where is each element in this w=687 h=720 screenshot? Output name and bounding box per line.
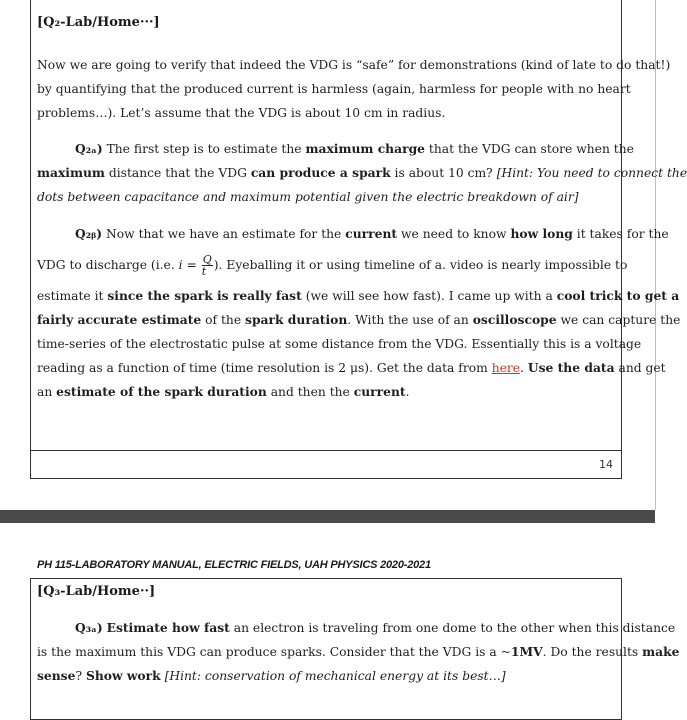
q2b-label: Q₂ᵦ) (75, 226, 103, 241)
data-link[interactable]: here (491, 361, 521, 375)
question-q3a: Q₃ₐ) Estimate how fast an electron is traveling from one dome to the other when this distance is the maximum this VDG can produce sparks. Consider that the VDG is a ~1MV. Do the results make sense? Show work [Hint: conservation of mechanical energy at its best…] (37, 620, 680, 683)
page-footer (30, 450, 622, 479)
fraction-q-over-t: $\frac{Q}{t}$ (201, 252, 212, 278)
page-15 (0, 523, 680, 710)
page-separator (0, 510, 655, 523)
question-q2b: Q₂ᵦ) Now that we have an estimate for the current we need to know how long it takes for the VDG to discharge (i.e. i = $\frac{Q}{t}$ ). Eyeballing it or using timeline of a. video is nearly impossible to estimate it since the spark is really fast (we will see how fast). I came up with a cool trick to get a fairly accurate estimate of the spark duration. With the use of an oscilloscope we can capture the time-series of the electrostatic pulse at some distance from the VDG. Essentially this is a voltage reading as a function of time (time resolution is 2 μs). Get the data from here. Use the data and get an estimate of the spark duration and then the current. (37, 226, 681, 399)
question-q2a: Q₂ₐ) The first step is to estimate the maximum charge that the VDG can store when the maximum distance that the VDG can produce a spark is about 10 cm? [Hint: You need to connect the dots between capacitance and maximum potential given the electric breakdown of air] (37, 141, 687, 204)
q2a-label: Q₂ₐ) (75, 141, 103, 156)
section-label-q3: [Q₃-Lab/Home··] (37, 584, 156, 599)
q3a-label: Q₃ₐ) (75, 620, 103, 635)
running-header: PH 115-LABORATORY MANUAL, ELECTRIC FIELDS, UAH PHYSICS 2020-2021 (37, 559, 431, 571)
section-label-q2: [Q₂-Lab/Home···] (37, 15, 160, 30)
intro-paragraph: Now we are going to verify that indeed the VDG is “safe” for demonstrations (kind of late to do that!) by quantifying that the produced current is harmless (again, harmless for people with no heart problems…). Let’s assume that the VDG is about 10 cm in radius. (37, 58, 671, 120)
page-number: 14 (599, 458, 613, 471)
